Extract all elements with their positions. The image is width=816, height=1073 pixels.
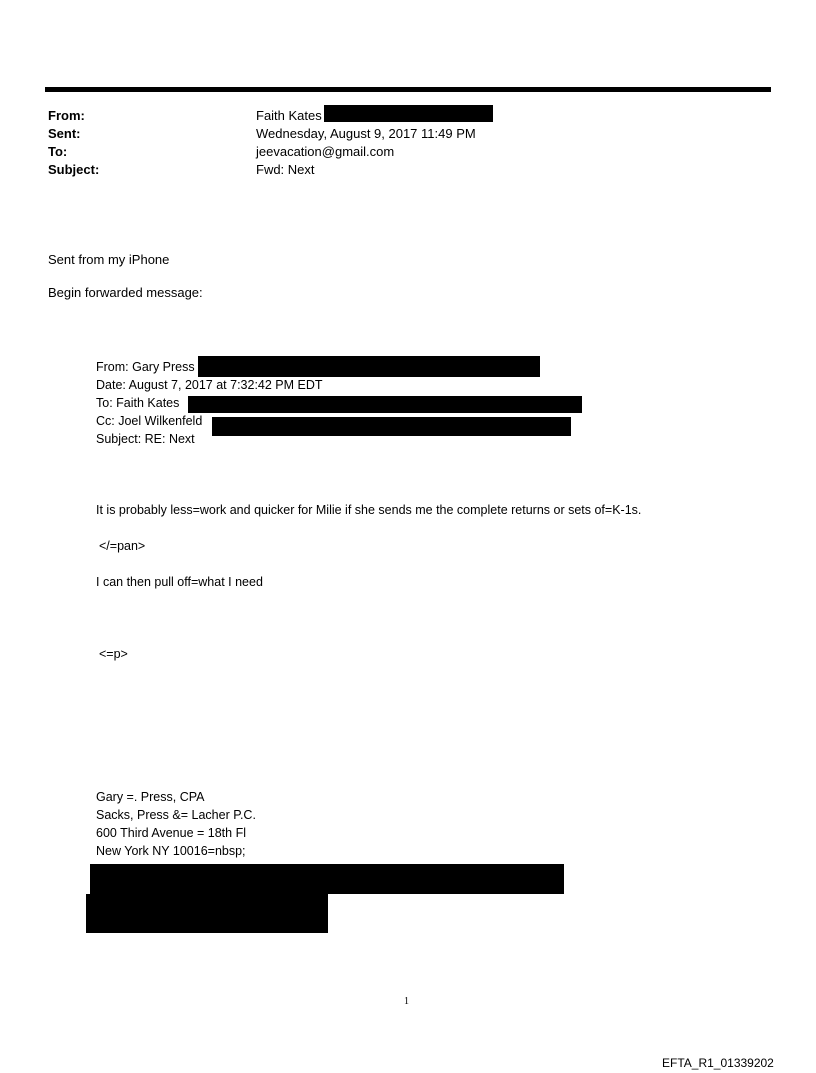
fwd-paragraph-4: <=p> <box>99 647 128 661</box>
page-number: 1 <box>404 996 409 1007</box>
fwd-paragraph-1: It is probably less=work and quicker for Milie if she sends me the complete returns or sets of=K-1s. <box>96 503 642 517</box>
to-value: jeevacation@gmail.com <box>256 144 395 159</box>
begin-forwarded: Begin forwarded message: <box>48 285 203 300</box>
redaction-fwd-from <box>198 356 540 377</box>
redaction-signature-contact <box>90 864 564 894</box>
redaction-fwd-to <box>188 396 582 413</box>
fwd-subject: Subject: RE: Next <box>96 432 195 446</box>
sent-label: Sent: <box>48 126 81 141</box>
bates-number: EFTA_R1_01339202 <box>662 1056 774 1070</box>
signature-line-1: Gary =. Press, CPA <box>96 790 205 804</box>
fwd-paragraph-3: I can then pull off=what I need <box>96 575 263 589</box>
signature-line-3: 600 Third Avenue = 18th Fl <box>96 826 246 840</box>
redaction-from-email <box>324 105 493 122</box>
fwd-cc: Cc: Joel Wilkenfeld <box>96 414 203 428</box>
fwd-paragraph-2: </=pan> <box>99 539 146 553</box>
fwd-to: To: Faith Kates <box>96 396 180 410</box>
from-value: Faith Kates <box>256 108 322 123</box>
signature-line-4: New York NY 10016=nbsp; <box>96 844 246 858</box>
subject-label: Subject: <box>48 162 100 177</box>
header-rule <box>45 87 771 92</box>
redaction-fwd-cc <box>212 417 571 436</box>
sent-value: Wednesday, August 9, 2017 11:49 PM <box>256 126 476 141</box>
to-label: To: <box>48 144 68 159</box>
fwd-date: Date: August 7, 2017 at 7:32:42 PM EDT <box>96 378 323 392</box>
from-label: From: <box>48 108 85 123</box>
fwd-from: From: Gary Press <box>96 360 195 374</box>
subject-value: Fwd: Next <box>256 162 315 177</box>
sent-from-iphone: Sent from my iPhone <box>48 252 170 267</box>
signature-line-2: Sacks, Press &= Lacher P.C. <box>96 808 256 822</box>
redaction-signature-block <box>86 894 328 933</box>
